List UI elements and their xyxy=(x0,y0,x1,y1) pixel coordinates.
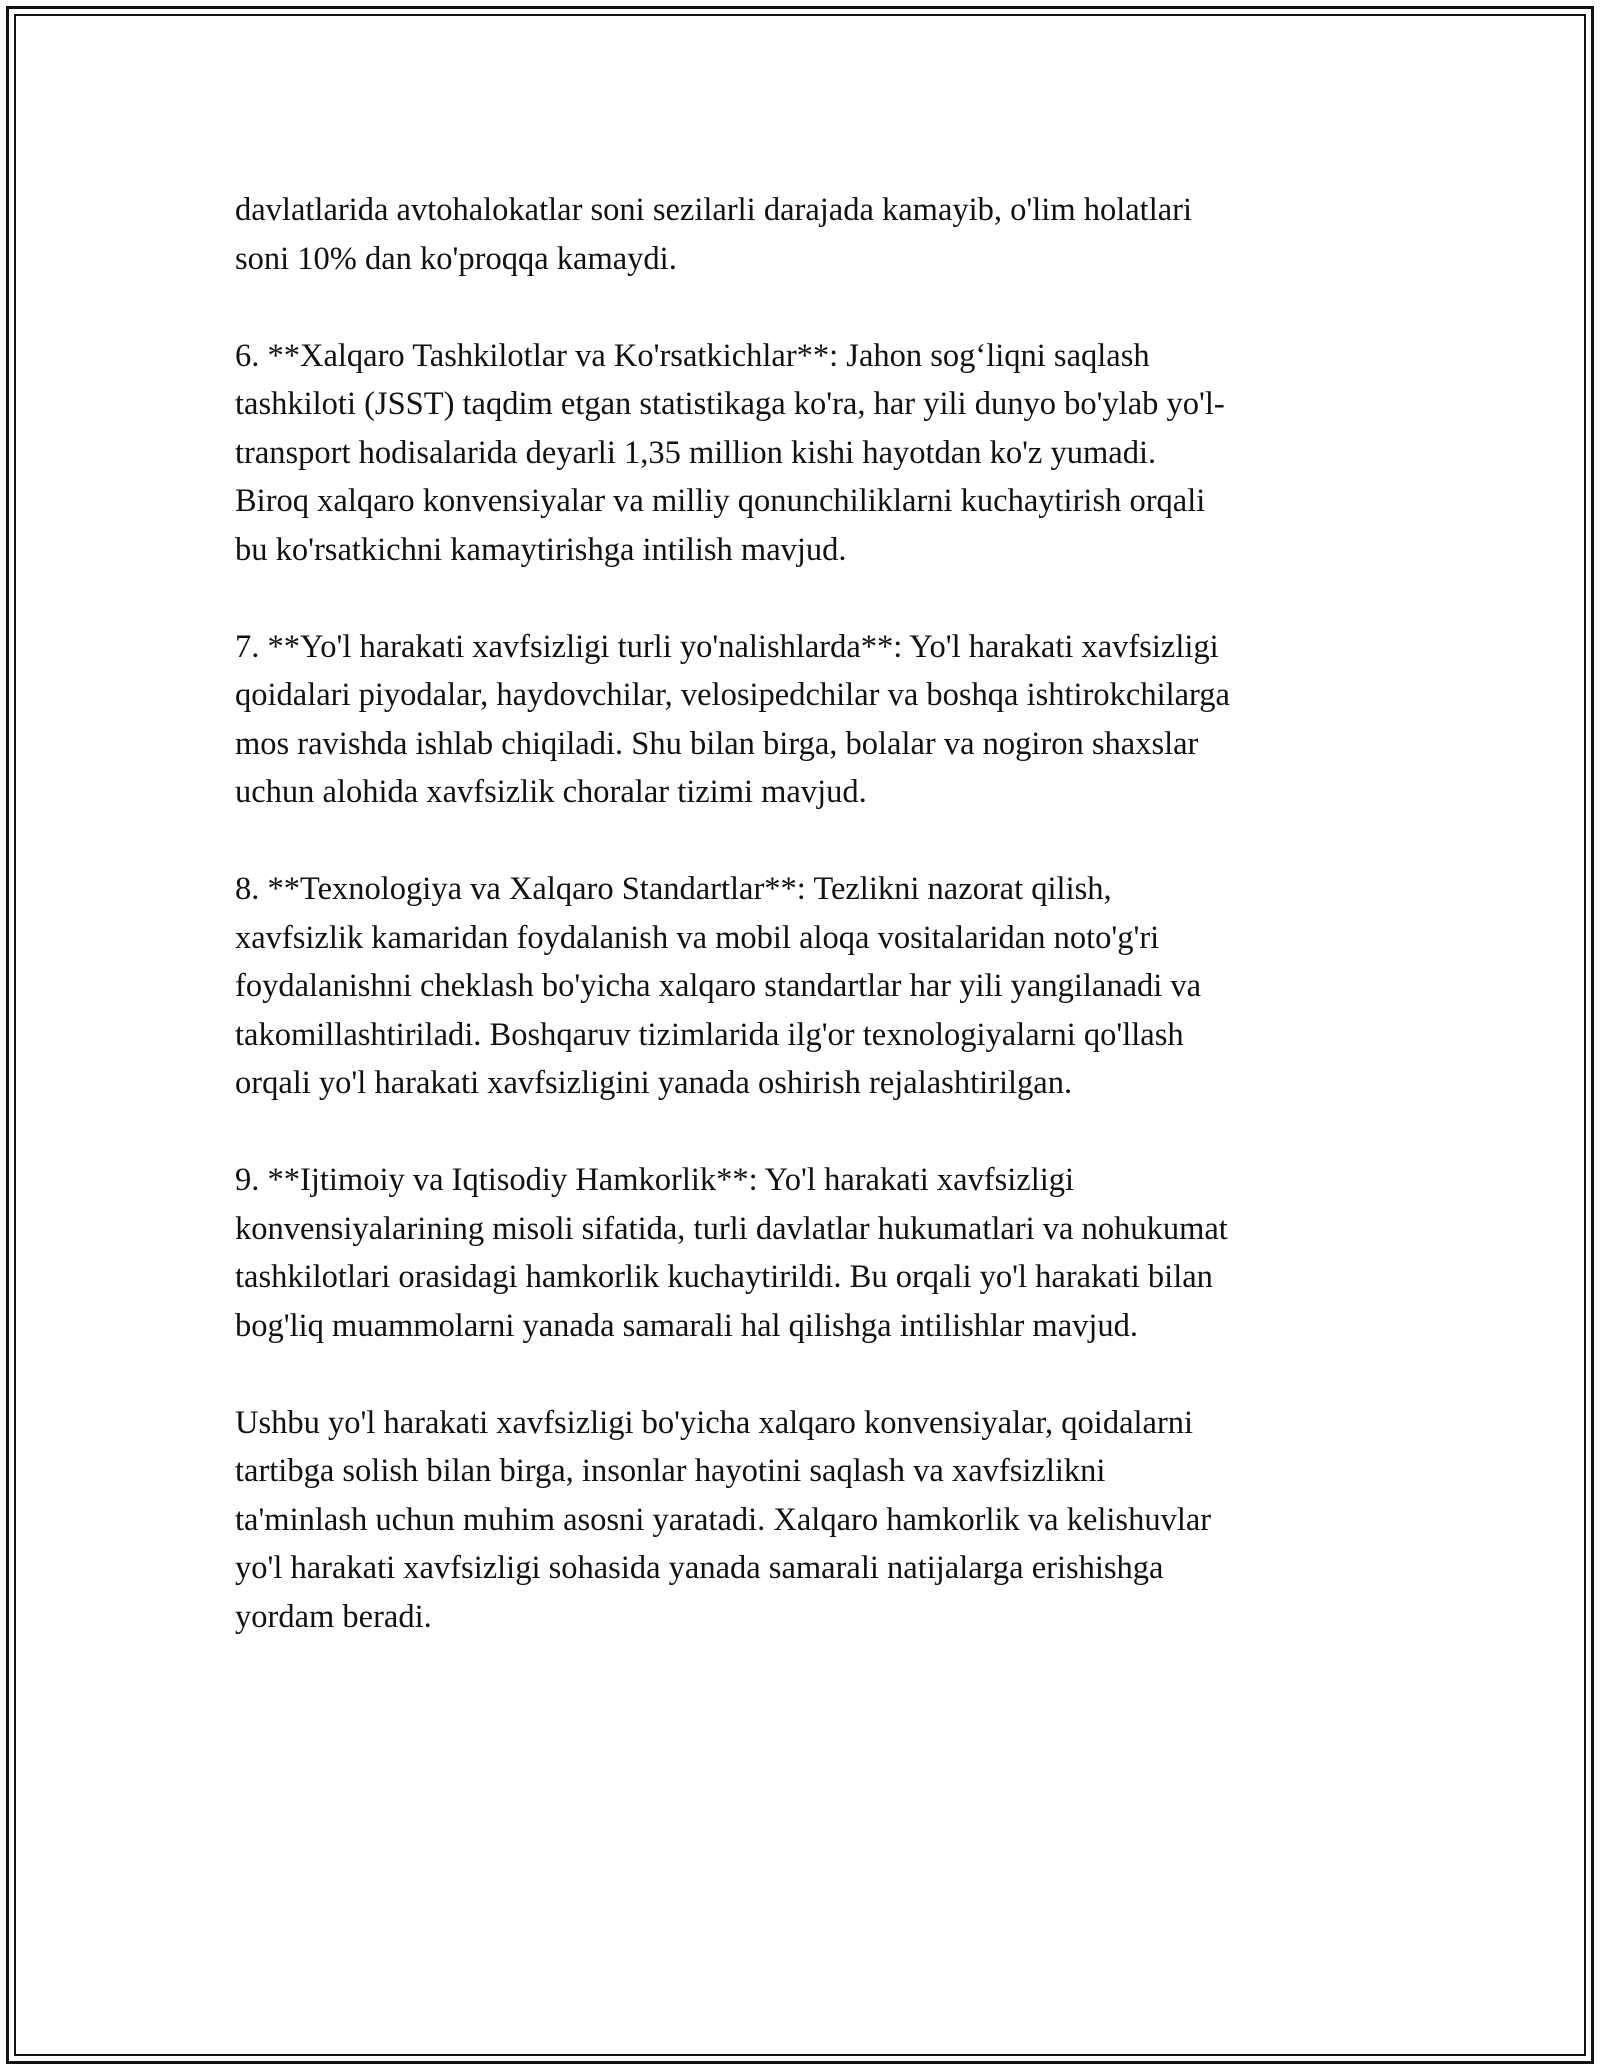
paragraph-item-7: 7. **Yo'l harakati xavfsizligi turli yo'nalishlarda**: Yo'l harakati xavfsizligi qoidalari piyodalar, haydovchilar, velosipedchilar va boshqa ishtirokchilarga mos ravishda ishlab chiqiladi. Shu bilan birga, bolalar va nogiron shaxslar uchun alohida xavfsizlik choralar tizimi mavjud. xyxy=(235,628,1230,810)
paragraph-item-8: 8. **Texnologiya va Xalqaro Standartlar**: Tezlikni nazorat qilish, xavfsizlik kamaridan foydalanish va mobil aloqa vositalaridan noto'g'ri foydalanishni cheklash bo'yicha xalqaro standartlar har yili yangilanadi va takomillashtiriladi. Boshqaruv tizimlarida ilg'or texnologiyalarni qo'llash orqali yo'l harakati xavfsizligini yanada oshirish rejalashtirilgan. xyxy=(235,871,1202,1101)
document-body xyxy=(235,186,1375,1690)
paragraph-conclusion: Ushbu yo'l harakati xavfsizligi bo'yicha xalqaro konvensiyalar, qoidalarni tartibga solish bilan birga, insonlar hayotini saqlash va xavfsizlikni ta'minlash uchun muhim asosni yaratadi. Xalqaro hamkorlik va kelishuvlar yo'l harakati xavfsizligi sohasida yanada samarali natijalarga erishishga yordam beradi. xyxy=(235,1404,1212,1635)
paragraph-item-9: 9. **Ijtimoiy va Iqtisodiy Hamkorlik**: Yo'l harakati xavfsizligi konvensiyalarining misoli sifatida, turli davlatlar hukumatlari va nohukumat tashkilotlari orasidagi hamkorlik kuchaytirildi. Bu orqali yo'l harakati bilan bog'liq muammolarni yanada samarali hal qilishga intilishlar mavjud. xyxy=(235,1162,1228,1344)
paragraph-item-6: 6. **Xalqaro Tashkilotlar va Ko'rsatkichlar**: Jahon sog‘liqni saqlash tashkiloti (JSST) taqdim etgan statistikaga ko'ra, har yili dunyo bo'ylab yo'l- transport hodisalarida deyarli 1,35 million kishi hayotdan ko'z yumadi. Biroq xalqaro konvensiyalar va milliy qonunchiliklarni kuchaytirish orqali bu ko'rsatkichni kamaytirishga intilish mavjud. xyxy=(235,337,1225,568)
paragraph-continuation: davlatlarida avtohalokatlar soni sezilarli darajada kamayib, o'lim holatlari soni 10% dan ko'proqqa kamaydi. xyxy=(235,192,1193,277)
